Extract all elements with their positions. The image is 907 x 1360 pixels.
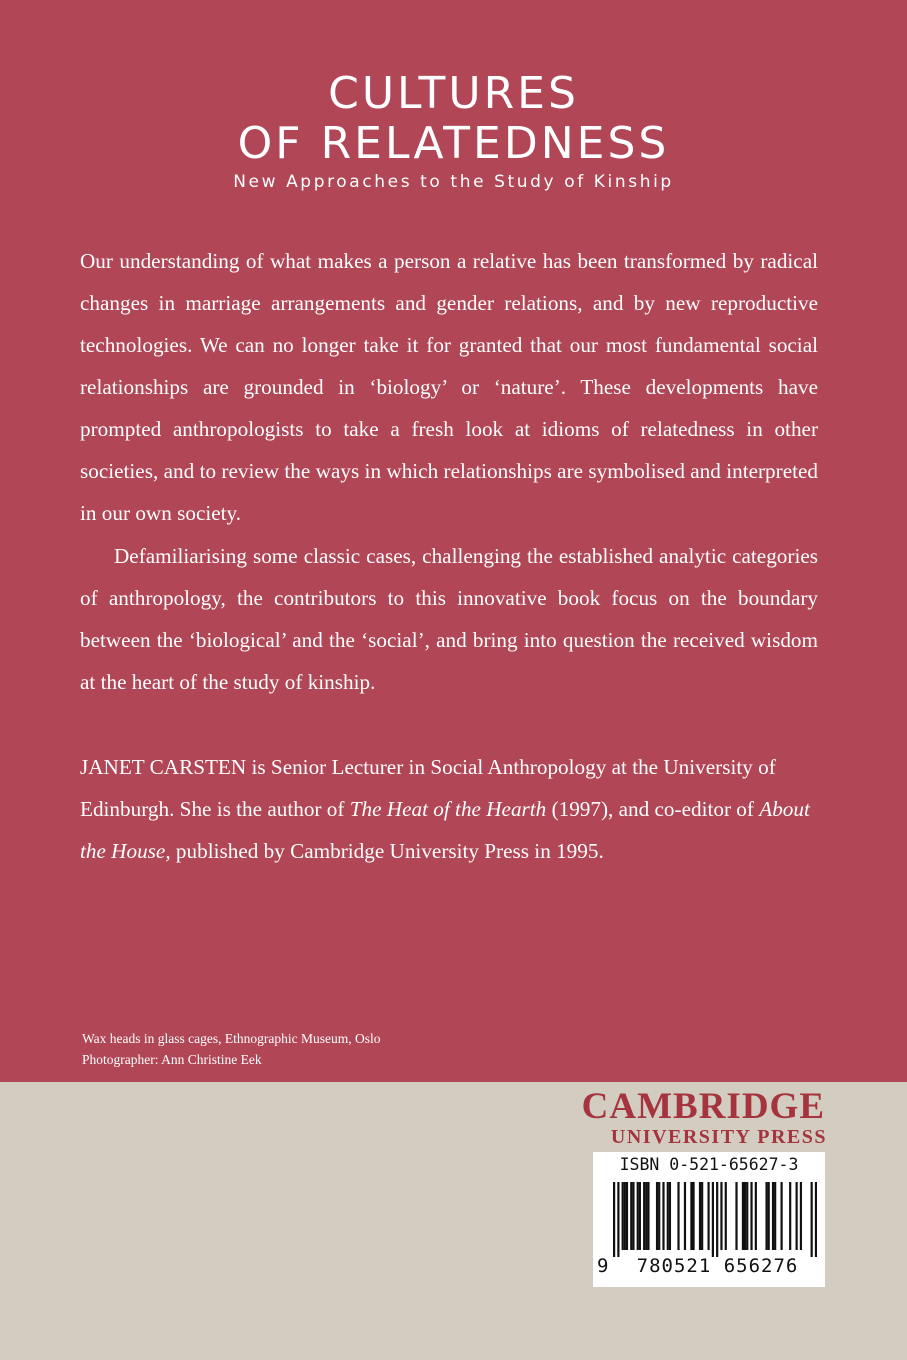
barcode-bars — [613, 1182, 817, 1257]
barcode-bar-36 — [772, 1182, 774, 1250]
barcode-bar-11 — [647, 1182, 649, 1250]
barcode-bar-2 — [622, 1182, 624, 1250]
barcode-bar-43 — [815, 1182, 817, 1257]
barcode-bar-19 — [690, 1182, 692, 1250]
author-bio-text-1: JANET CARSTEN is Senior Lecturer in Social Anthropology at the University of Edinburgh. She is the author of — [80, 755, 776, 821]
barcode-bar-27 — [725, 1182, 727, 1250]
barcode-bar-40 — [796, 1182, 798, 1250]
barcode-bar-31 — [746, 1182, 748, 1250]
isbn-label: ISBN 0-521-65627-3 — [619, 1155, 799, 1174]
barcode-bar-6 — [632, 1182, 634, 1250]
barcode-bar-21 — [699, 1182, 701, 1250]
photo-caption: Wax heads in glass cages, Ethnographic Museum, Oslo — [82, 1031, 381, 1046]
barcode-bar-8 — [639, 1182, 641, 1250]
barcode-bar-25 — [716, 1182, 718, 1257]
barcode-bar-17 — [677, 1182, 679, 1250]
barcode-bar-39 — [789, 1182, 791, 1250]
barcode-bar-18 — [684, 1182, 686, 1250]
barcode-bar-29 — [742, 1182, 744, 1250]
barcode-bar-41 — [800, 1182, 802, 1250]
barcode-bar-24 — [712, 1182, 714, 1257]
barcode-bar-35 — [768, 1182, 770, 1250]
publisher-logo-press: UNIVERSITY PRESS — [610, 1126, 827, 1148]
barcode-bar-4 — [626, 1182, 628, 1250]
barcode-bar-16 — [669, 1182, 671, 1250]
barcode-bar-37 — [774, 1182, 776, 1250]
author-bio — [80, 746, 818, 872]
barcode-bar-30 — [744, 1182, 746, 1250]
barcode-bar-23 — [707, 1182, 709, 1250]
barcode-bar-33 — [755, 1182, 757, 1250]
book-title-line-1: CULTURES — [328, 68, 579, 119]
publisher-logo-name: CAMBRIDGE — [581, 1086, 825, 1127]
barcode-bar-34 — [765, 1182, 767, 1250]
book-subtitle: New Approaches to the Study of Kinship — [233, 172, 674, 192]
barcode-bar-1 — [617, 1182, 619, 1257]
photographer-credit: Photographer: Ann Christine Eek — [82, 1052, 262, 1067]
barcode-bar-0 — [613, 1182, 615, 1257]
blurb-paragraph-1: Our understanding of what makes a person a relative has been transformed by radical changes in marriage arrangements and gender relations, and by new reproductive technologies. We can no longer take it for granted that our most fundamental social relationships are grounded in ‘biology’ or ‘nature’. These developments have prompted anthropologists to take a fresh look at idioms of relatedness in other societies, and to review the ways in which relationships are symbolised and interpreted in our own society. — [80, 249, 818, 525]
barcode-bar-26 — [720, 1182, 722, 1250]
blurb-paragraph-2: Defamiliarising some classic cases, challenging the established analytic categories of anthropology, the contributors to this innovative book focus on the boundary between the ‘biological’ and the ‘social’, and bring into question the received wisdom at the heart of the study of kinship. — [80, 544, 818, 694]
barcode-bar-22 — [701, 1182, 703, 1250]
book-title-heat-of-the-hearth: The Heat of the Hearth — [349, 797, 547, 821]
barcode-bar-42 — [811, 1182, 813, 1257]
barcode-bar-13 — [658, 1182, 660, 1250]
barcode-bar-38 — [780, 1182, 782, 1250]
ean-digits: 780521 656276 — [636, 1255, 799, 1277]
book-title-line-2: OF RELATEDNESS — [237, 118, 670, 169]
barcode-bar-32 — [750, 1182, 752, 1250]
book-title-about-the-house: About the House, — [80, 797, 810, 863]
barcode-bar-20 — [692, 1182, 694, 1250]
barcode-bar-14 — [662, 1182, 664, 1250]
barcode-bar-28 — [735, 1182, 737, 1250]
barcode-bar-3 — [624, 1182, 626, 1250]
barcode-bar-10 — [645, 1182, 647, 1250]
author-bio-text-2: (1997), and co-editor of — [546, 797, 760, 821]
author-bio-text-3: published by Cambridge University Press in 1995. — [170, 839, 604, 863]
barcode-bar-15 — [667, 1182, 669, 1250]
barcode-bar-12 — [656, 1182, 658, 1250]
ean-leading-digit: 9 — [597, 1255, 609, 1277]
barcode-panel — [593, 1152, 825, 1287]
barcode-bar-7 — [637, 1182, 639, 1250]
barcode-bar-5 — [630, 1182, 632, 1250]
barcode-bar-9 — [643, 1182, 645, 1250]
